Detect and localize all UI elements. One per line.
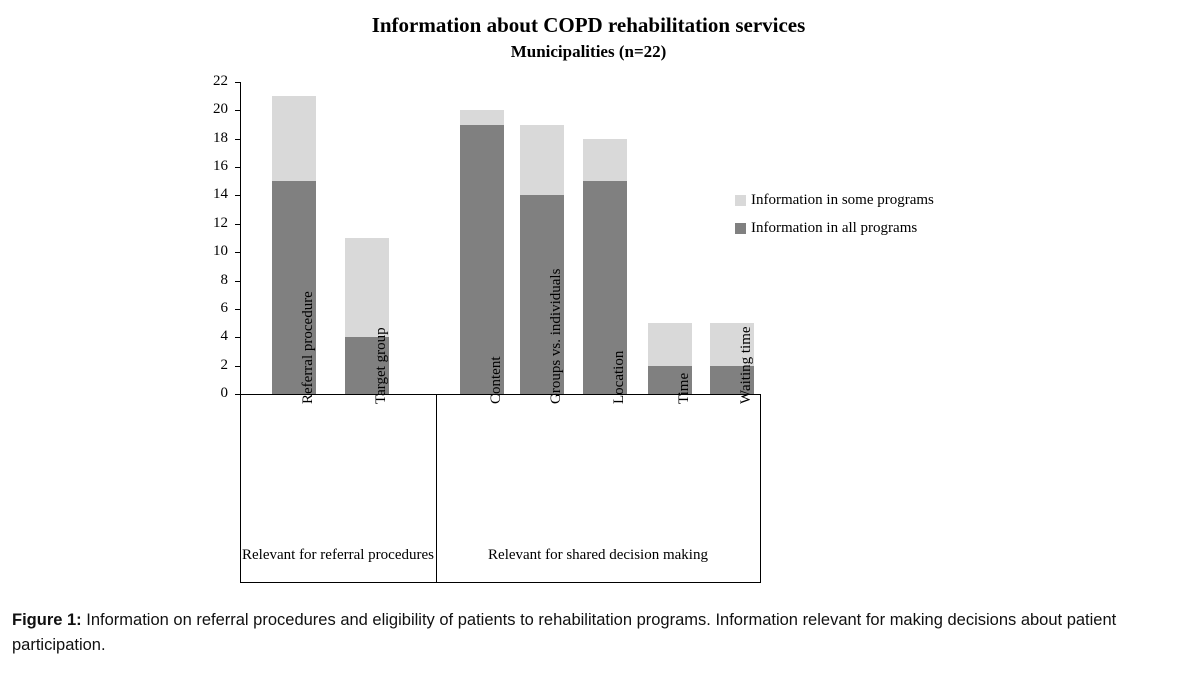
y-tick [190,186,240,203]
chart-legend [735,192,934,248]
figure-caption-text: Information on referral procedures and eligibility of patients to rehabilitation programs. Information relevant for making decisions about patient participation. [12,611,1117,654]
y-tick-label: 22 [213,73,228,89]
y-tick [190,101,240,118]
y-tick-label: 0 [220,385,228,401]
legend-label-some: Information in some programs [751,192,934,208]
bar-segment-some-programs [583,139,627,182]
y-tick-label: 2 [220,356,228,373]
bar-3 [460,110,504,394]
chart-subtitle: Municipalities (n=22) [510,42,667,61]
x-axis-label: Target group [373,327,389,404]
x-axis-label: Location [611,350,627,404]
x-axis-label: Groups vs. individuals [548,268,564,404]
y-tick-label: 18 [213,129,228,146]
y-tick-label: 6 [220,299,228,316]
bar-segment-some-programs [272,96,316,181]
bar-segment-all-programs [460,125,504,394]
legend-label-all: Information in all programs [751,220,918,236]
bar-segment-some-programs [345,238,389,337]
y-tick-label: 10 [213,243,228,260]
y-tick-label: 16 [213,158,228,175]
chart-title: Information about COPD rehabilitation services [371,13,806,37]
legend-swatch-some [735,195,746,206]
bar-segment-some-programs [460,110,504,124]
y-tick-label: 8 [220,271,228,288]
y-tick [190,214,240,231]
y-tick [190,271,240,288]
y-tick [190,73,240,89]
x-axis-label: Referral procedure [300,291,316,404]
y-tick [190,299,240,316]
bar-segment-some-programs [648,323,692,366]
y-tick [190,356,240,373]
y-tick [190,328,240,345]
x-axis-label: Time [676,372,692,404]
figure-caption [12,608,1170,658]
legend-swatch-all [735,223,746,234]
y-tick [190,129,240,146]
bar-segment-some-programs [520,125,564,196]
group-baseline [240,582,761,583]
legend-item [735,220,934,237]
legend-item [735,192,934,209]
y-tick-label: 14 [213,186,228,203]
group-label: Relevant for shared decision making [488,547,708,563]
x-axis-label: Waiting time [738,326,754,404]
y-tick-label: 20 [213,101,228,118]
bars-layer [240,82,761,394]
y-tick [190,385,240,401]
y-tick [190,158,240,175]
figure-caption-label: Figure 1: [12,611,82,629]
x-axis-label: Content [488,356,504,404]
y-tick [190,243,240,260]
y-tick-label: 4 [220,328,228,345]
y-tick-label: 12 [213,214,228,231]
group-separator [760,395,761,583]
group-label: Relevant for referral procedures [242,547,434,563]
